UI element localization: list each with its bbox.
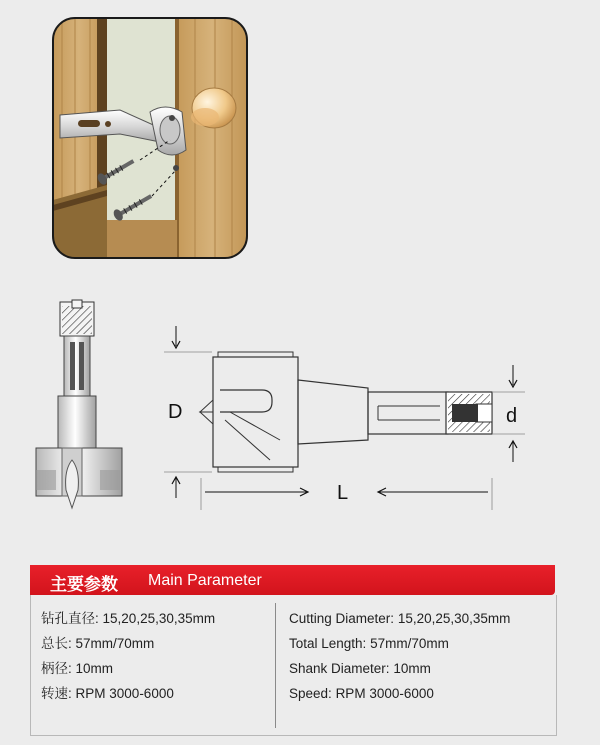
parameter-value: 15,20,25,30,35mm [397, 611, 511, 626]
parameter-title-en: Main Parameter [148, 572, 262, 589]
main-parameter-panel [30, 565, 555, 735]
dimension-label-D: D [168, 401, 183, 423]
parameter-label: 柄径: [41, 661, 72, 676]
parameter-value: 10mm [75, 661, 114, 676]
main-parameter-header [30, 565, 555, 595]
parameter-value: RPM 3000-6000 [335, 686, 434, 701]
parameter-label: 总长: [41, 636, 72, 651]
parameter-value: 15,20,25,30,35mm [102, 611, 216, 626]
parameter-label: Total Length: [289, 636, 367, 651]
dimension-label-L: L [337, 482, 349, 504]
parameter-row [289, 684, 510, 709]
parameter-row [41, 684, 215, 709]
drill-bit-vertical [36, 300, 122, 508]
dimension-label-d: d [506, 405, 518, 427]
parameter-value: 57mm/70mm [370, 636, 449, 651]
parameter-label: Cutting Diameter: [289, 611, 395, 626]
parameter-row [289, 634, 510, 659]
parameter-row [41, 609, 215, 634]
parameter-row [289, 659, 510, 684]
parameter-row [289, 609, 510, 634]
parameter-value: 57mm/70mm [75, 636, 155, 651]
parameter-value: 10mm [393, 661, 431, 676]
column-divider [275, 603, 276, 728]
parameter-column-en [289, 609, 510, 709]
parameter-label: Shank Diameter: [289, 661, 390, 676]
parameter-table [30, 595, 557, 736]
parameter-column-cn [41, 609, 215, 709]
parameter-row [41, 634, 215, 659]
hinge-installation-scene [53, 18, 247, 258]
parameter-label: Speed: [289, 686, 332, 701]
parameter-value: RPM 3000-6000 [75, 686, 174, 701]
parameter-title-cn: 主要参数 [50, 575, 118, 595]
parameter-row [41, 659, 215, 684]
parameter-label: 转速: [41, 686, 72, 701]
parameter-label: 钻孔直径: [41, 611, 99, 626]
